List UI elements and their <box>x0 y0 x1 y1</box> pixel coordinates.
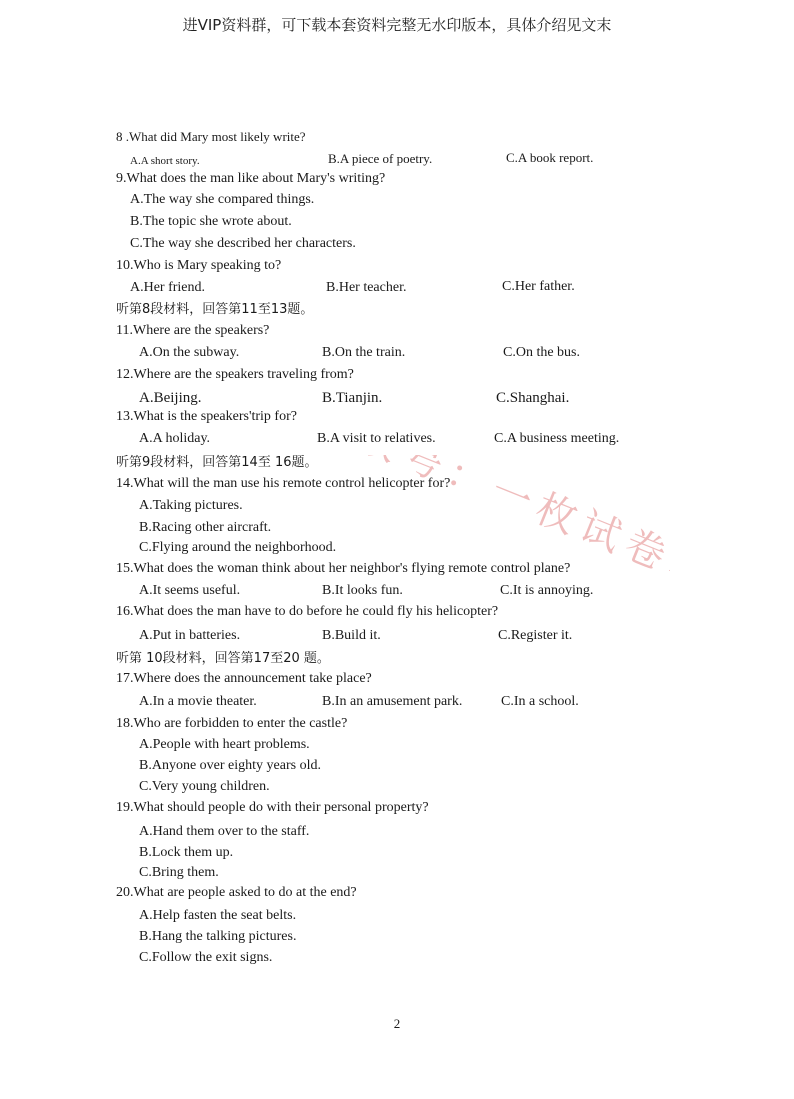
q8-option-b: B.A piece of poetry. <box>328 151 433 166</box>
q8-option-a: A.A short story. <box>130 155 200 167</box>
q17-option-a: A.In a movie theater. <box>139 694 257 709</box>
q18-option-b: B.Anyone over eighty years old. <box>139 758 321 773</box>
question-13: 13.What is the speakers'trip for? <box>116 409 297 424</box>
q9-option-b: B.The topic she wrote about. <box>130 214 292 229</box>
question-20: 20.What are people asked to do at the end? <box>116 885 357 900</box>
q13-option-b: B.A visit to relatives. <box>317 431 436 446</box>
question-8: 8 .What did Mary most likely write? <box>116 129 306 144</box>
question-10: 10.Who is Mary speaking to? <box>116 258 282 273</box>
question-19: 19.What should people do with their personal property? <box>116 800 429 815</box>
question-15: 15.What does the woman think about her neighbor's flying remote control plane? <box>116 561 571 576</box>
q10-option-a: A.Her friend. <box>130 280 206 295</box>
q16-option-b: B.Build it. <box>322 628 381 643</box>
question-16: 16.What does the man have to do before he could fly his helicopter? <box>116 604 499 619</box>
q20-option-a: A.Help fasten the seat belts. <box>139 908 297 923</box>
q15-option-b: B.It looks fun. <box>322 583 403 598</box>
q10-option-c: C.Her father. <box>502 279 575 294</box>
q11-option-b: B.On the train. <box>322 345 406 360</box>
section-heading-10: 听第 10段材料，回答第17至20 题。 <box>116 651 330 666</box>
q16-option-c: C.Register it. <box>498 628 573 643</box>
q13-option-a: A.A holiday. <box>139 431 211 446</box>
question-18: 18.Who are forbidden to enter the castle? <box>116 716 348 731</box>
q18-option-c: C.Very young children. <box>139 779 270 794</box>
q15-option-a: A.It seems useful. <box>139 583 241 598</box>
question-14: 14.What will the man use his remote control helicopter for? <box>116 476 451 491</box>
q9-option-c: C.The way she described her characters. <box>130 236 356 251</box>
q20-option-c: C.Follow the exit signs. <box>139 950 273 965</box>
q12-option-b: B.Tianjin. <box>322 390 383 406</box>
question-9: 9.What does the man like about Mary's writing? <box>116 171 386 186</box>
section-heading-8: 听第8段材料，回答第11至13题。 <box>116 302 314 317</box>
q8-option-c: C.A book report. <box>506 150 594 165</box>
question-12: 12.Where are the speakers traveling from? <box>116 367 354 382</box>
question-11: 11.Where are the speakers? <box>116 323 270 338</box>
page-number: 2 <box>393 1016 401 1031</box>
watermark-text: 公众号：一枚试卷君 <box>306 455 670 601</box>
q18-option-a: A.People with heart problems. <box>139 737 310 752</box>
q14-option-c: C.Flying around the neighborhood. <box>139 540 337 555</box>
q16-option-a: A.Put in batteries. <box>139 628 241 643</box>
top-banner: 进VIP资料群，可下载本套资料完整无水印版本，具体介绍见文末 <box>182 16 612 34</box>
q14-option-a: A.Taking pictures. <box>139 498 243 513</box>
q12-option-a: A.Beijing. <box>139 390 202 406</box>
section-heading-9: 听第9段材料，回答第14至 16题。 <box>116 455 318 470</box>
q10-option-b: B.Her teacher. <box>326 280 407 295</box>
q17-option-b: B.In an amusement park. <box>322 694 463 709</box>
question-17: 17.Where does the announcement take place? <box>116 671 372 686</box>
q12-option-c: C.Shanghai. <box>496 390 570 406</box>
q9-option-a: A.The way she compared things. <box>130 192 315 207</box>
q20-option-b: B.Hang the talking pictures. <box>139 929 297 944</box>
q17-option-c: C.In a school. <box>501 694 579 709</box>
q19-option-c: C.Bring them. <box>139 865 219 880</box>
q15-option-c: C.It is annoying. <box>500 583 594 598</box>
q19-option-a: A.Hand them over to the staff. <box>139 824 310 839</box>
q19-option-b: B.Lock them up. <box>139 845 234 860</box>
q11-option-a: A.On the subway. <box>139 345 240 360</box>
q13-option-c: C.A business meeting. <box>494 431 620 446</box>
q14-option-b: B.Racing other aircraft. <box>139 520 272 535</box>
q11-option-c: C.On the bus. <box>503 345 580 360</box>
